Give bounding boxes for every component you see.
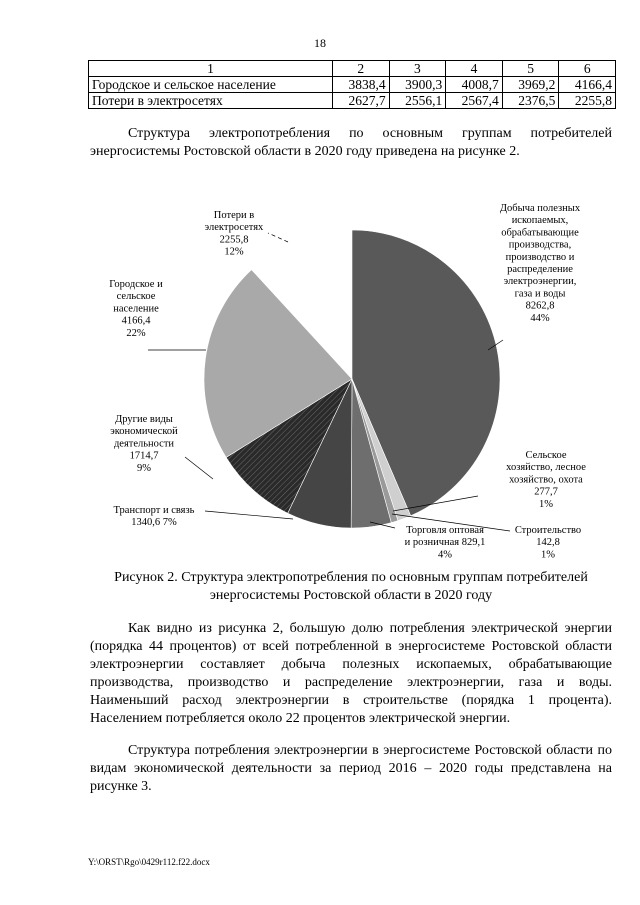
slice-label-line: электросетях [204, 222, 264, 234]
slice-label [500, 203, 581, 324]
table-cell: 2556,1 [389, 93, 446, 109]
slice-label [114, 505, 195, 528]
table-header-cell: 5 [502, 61, 559, 77]
table-cell: 3969,2 [502, 77, 559, 93]
figure-caption-line: Рисунок 2. Структура электропотребления по основным группам потребителей [114, 570, 588, 585]
footer-file-path: Y:\ORST\Rgo\0429r112.f22.docx [88, 857, 210, 867]
slice-label-line: Торговля оптовая [406, 525, 484, 536]
slice-label [110, 414, 178, 474]
slice-label-line: население [113, 303, 159, 315]
slice-label-line: ископаемых, [511, 215, 569, 227]
leader-line [185, 457, 213, 479]
slice-label-line: Сельское [525, 450, 567, 461]
slice-label-line: сельское [116, 291, 156, 303]
row-label: Потери в электросетях [89, 93, 333, 109]
slice-label-line: 12% [224, 246, 244, 258]
slice-label [506, 450, 586, 510]
slice-label-line: 1% [539, 498, 553, 510]
figure-caption [90, 569, 612, 605]
table-header-cell: 4 [446, 61, 503, 77]
slice-label-line: Добыча полезных [499, 203, 581, 214]
leader-line [268, 233, 288, 242]
table-cell: 4008,7 [446, 77, 503, 93]
slice-label-line: 142,8 [536, 537, 560, 549]
slice-label-line: производства, [508, 239, 572, 251]
slice-label-line: распределение [507, 264, 573, 275]
table-cell: 4166,4 [559, 77, 616, 93]
table-cell: 2255,8 [559, 93, 616, 109]
table-cell: 3900,3 [389, 77, 446, 93]
slice-label-line: Городское и [109, 279, 163, 290]
consumption-table [88, 60, 616, 109]
slice-label-line: Строительство [514, 525, 582, 536]
table-header-cell: 6 [559, 61, 616, 77]
table-cell: 2627,7 [333, 93, 390, 109]
table-header-cell: 1 [89, 61, 333, 77]
slice-label-line: 1714,7 [129, 450, 159, 462]
slice-label-line: 277,7 [534, 486, 558, 498]
slice-label-line: Другие виды [115, 414, 173, 425]
slice-label-line: 1% [541, 549, 555, 561]
slice-label-line: Транспорт и связь [113, 505, 195, 516]
slice-label-line: хозяйство, лесное [506, 462, 586, 474]
table-cell: 2376,5 [502, 93, 559, 109]
slice-label-line: электроэнергии, [503, 276, 577, 288]
page-number: 18 [314, 36, 326, 50]
slice-label-line: 8262,8 [525, 300, 555, 312]
leader-line [205, 511, 293, 519]
slice-label [109, 279, 163, 339]
figure3-intro-paragraph: Структура потребления электроэнергии в энергосистеме Ростовской области по видам экономической деятельности за период 2016 – 2020 годы представлена на рисунке 3. [90, 743, 612, 794]
slice-label-line: 22% [126, 327, 146, 339]
table-row [89, 93, 616, 109]
slice-label-line: деятельности [113, 438, 175, 450]
intro-paragraph: Структура электропотребления по основным группам потребителей энергосистемы Ростовской области в 2020 году приведена на рисунке 2. [90, 126, 612, 159]
slice-label-line: 4166,4 [121, 315, 151, 327]
slice-label [515, 525, 581, 560]
table-header-cell: 2 [333, 61, 390, 77]
slice-label-line: 44% [530, 312, 550, 324]
pie-chart [0, 195, 640, 575]
slice-label-line: 1340,6 7% [131, 517, 177, 529]
table-header-cell: 3 [389, 61, 446, 77]
table-header-row [89, 61, 616, 77]
slice-label-line: хозяйство, охота [509, 474, 583, 486]
slice-label-line: и розничная 829,1 [404, 537, 486, 549]
slice-label-line: газа и воды [514, 288, 566, 300]
slice-label-line: обрабатывающие [501, 227, 579, 239]
slice-label-line: Потери в [213, 210, 255, 221]
slice-label [405, 525, 486, 560]
figure-caption-line: энергосистемы Ростовской области в 2020 году [209, 588, 493, 603]
slice-label-line: экономической [110, 426, 178, 438]
analysis-paragraph: Как видно из рисунка 2, большую долю потребления электрической энергии (порядка 44 процентов) от всей потребленной в энергосистеме Ростовской области электроэнергии составляет добыча полезных ископаемых, обрабатывающие производства, производство и распределение электроэнергии, газа и воды. Наименьший расход электроэнергии в строительстве (порядка 1 процента). Населением потребляется около 22 процентов электрической энергии. [90, 621, 612, 726]
slice-label-line: 9% [137, 462, 151, 474]
table-cell: 3838,4 [333, 77, 390, 93]
table-cell: 2567,4 [446, 93, 503, 109]
slice-label-line: производство и [505, 251, 575, 263]
slice-label-line: 2255,8 [219, 234, 249, 246]
slice-label [205, 210, 264, 258]
table-row [89, 77, 616, 93]
slice-label-line: 4% [438, 549, 452, 561]
row-label: Городское и сельское население [89, 77, 333, 93]
